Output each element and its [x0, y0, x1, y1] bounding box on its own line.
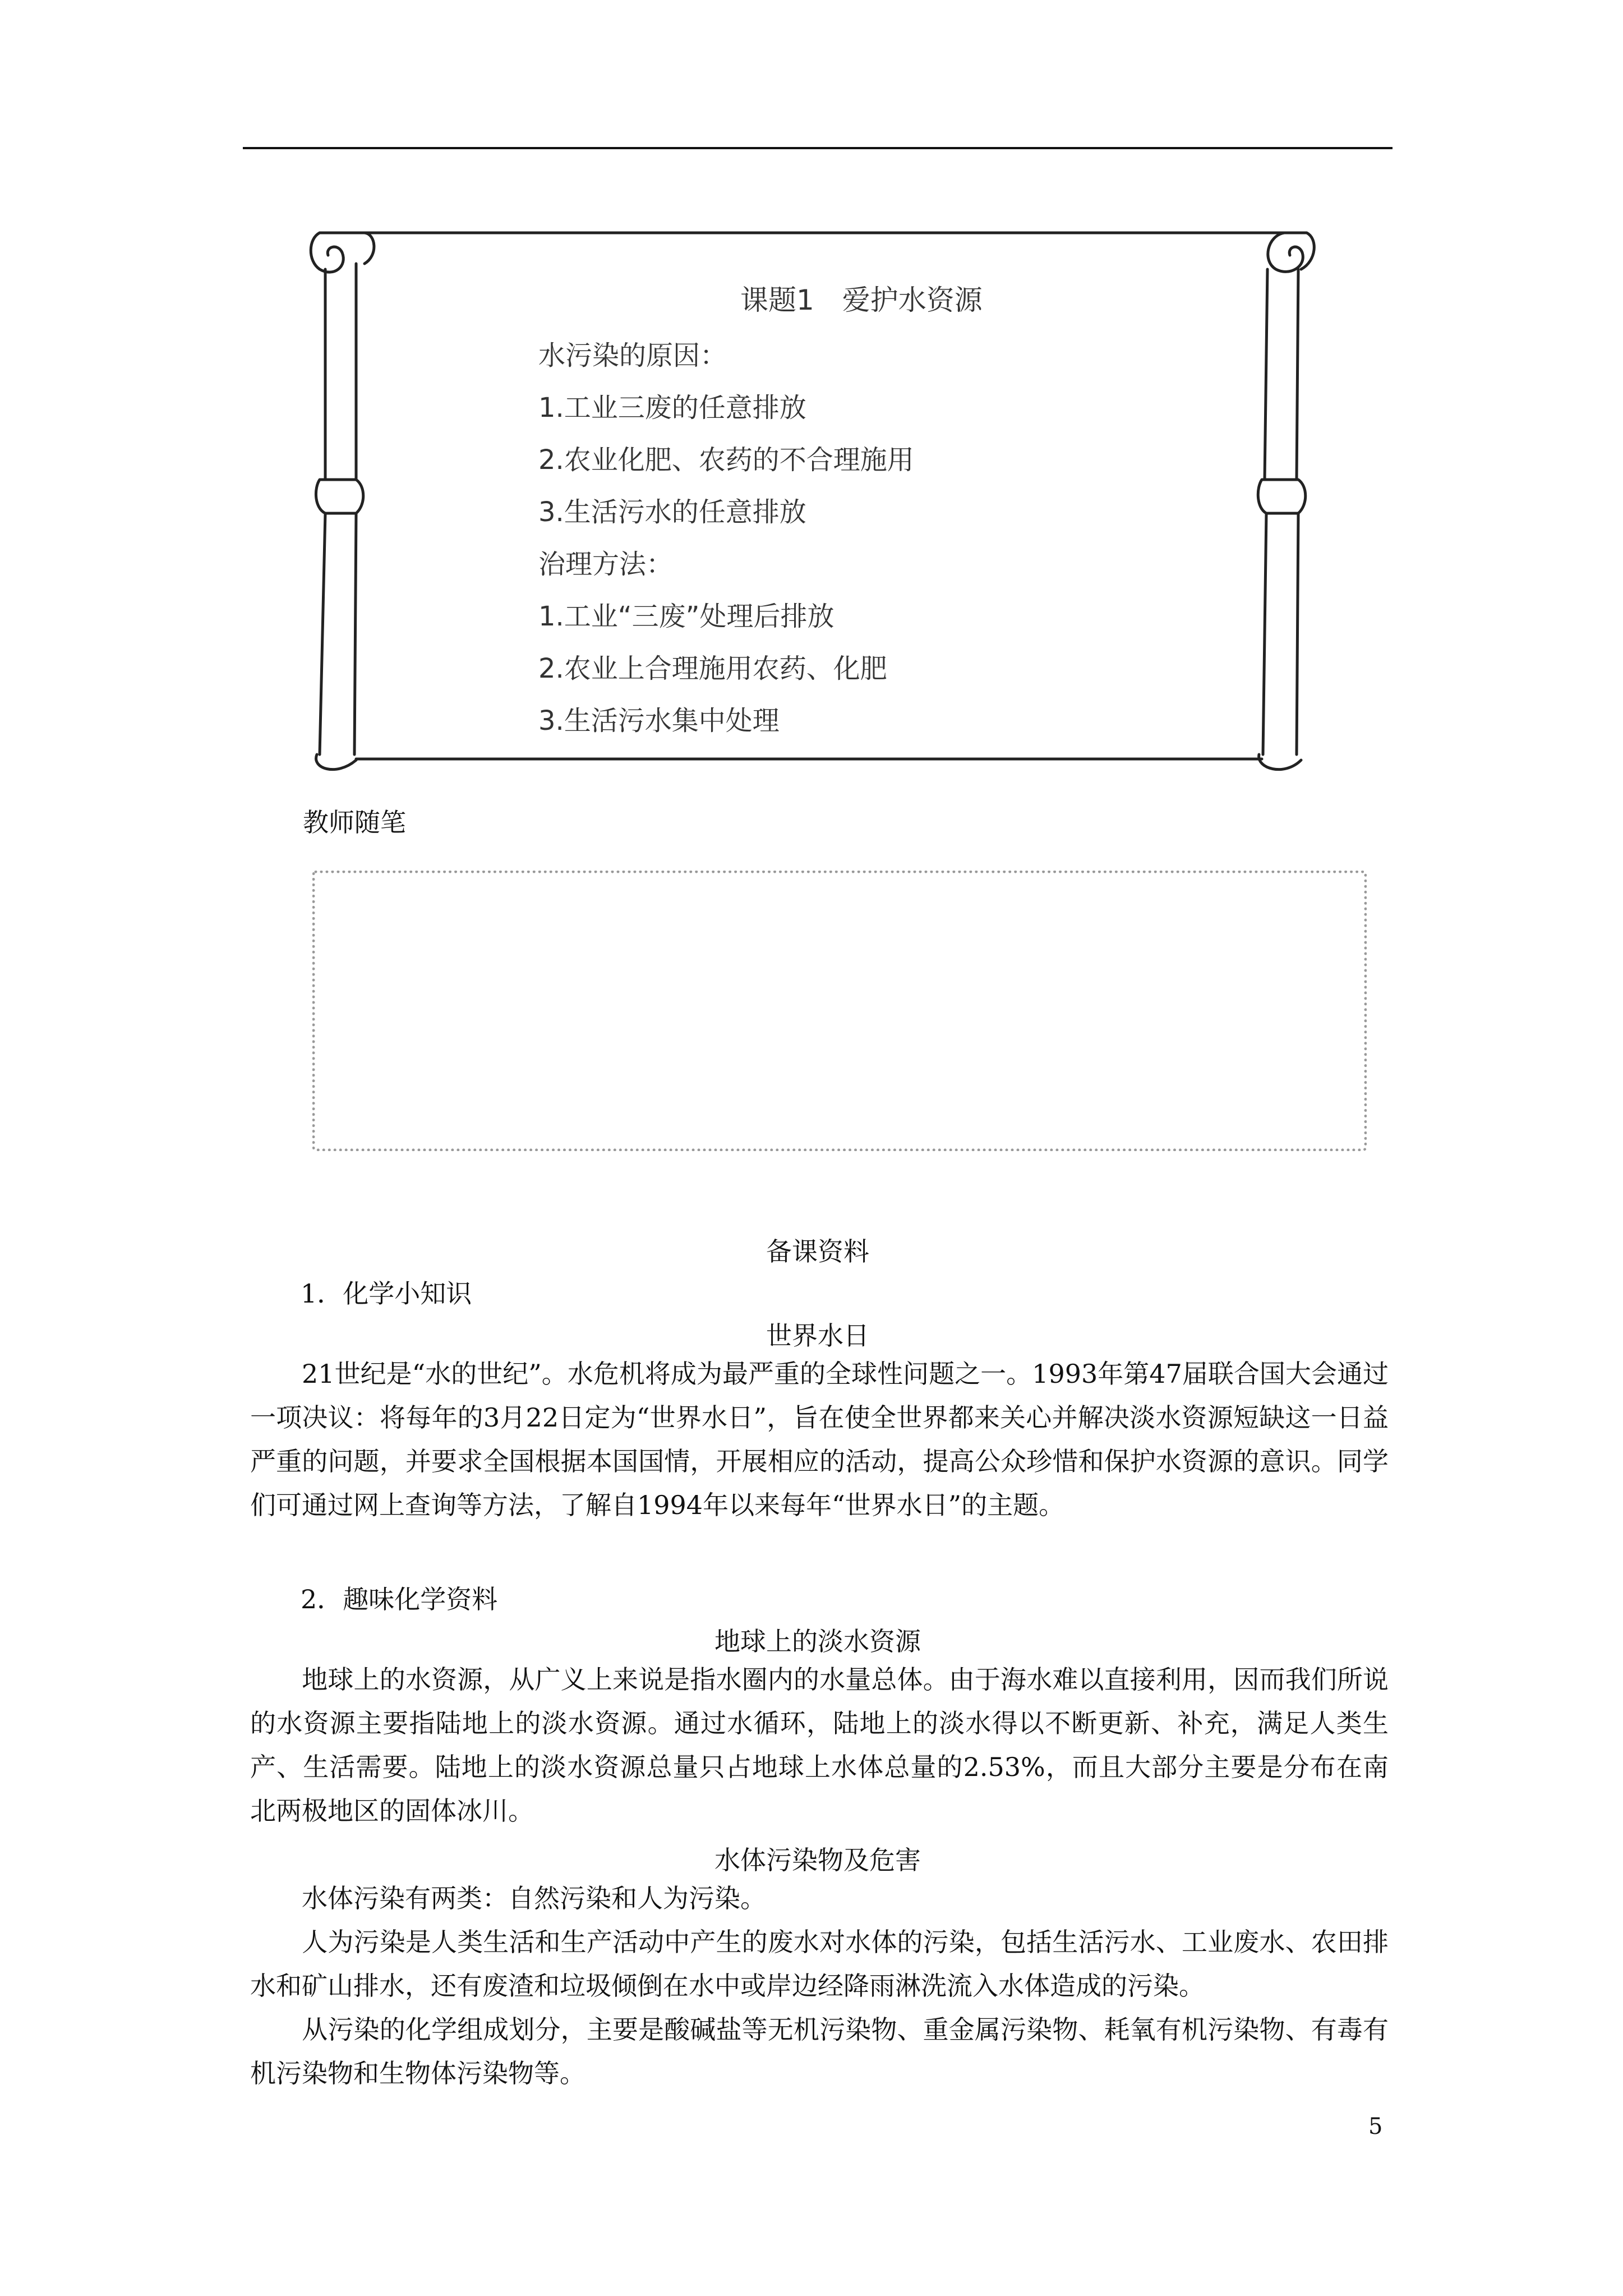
section-title: 备课资料 — [766, 1236, 869, 1267]
notes-label: 教师随笔 — [303, 807, 406, 838]
scroll-line: 2.农业化肥、农药的不合理施用 — [538, 444, 914, 476]
list-item-heading: 1．化学小知识 — [301, 1278, 472, 1309]
scroll-line: 1.工业三废的任意排放 — [538, 392, 806, 424]
list-item-heading: 2．趣味化学资料 — [301, 1584, 498, 1614]
scroll-title: 课题1 爱护水资源 — [740, 284, 983, 316]
paragraph: 水体污染有两类：自然污染和人为污染。 — [250, 1883, 766, 1913]
subsection-heading: 地球上的淡水资源 — [714, 1626, 921, 1657]
subsection-heading: 世界水日 — [766, 1320, 869, 1351]
scroll-line: 水污染的原因： — [538, 340, 727, 371]
paragraph: 从污染的化学组成划分，主要是酸碱盐等无机污染物、重金属污染物、耗氧有机污染物、有毒有机污染物和生物体污染物等。 — [250, 2014, 1389, 2088]
paragraph: 21世纪是“水的世纪”。水危机将成为最严重的全球性问题之一。1993年第47届联合国大会通过一项决议：将每年的3月22日定为“世界水日”，旨在使全世界都来关心并解决淡水资源短缺这一日益严重的问题，并要求全国根据本国国情，开展相应的活动，提高公众珍惜和保护水资源的意识。同学们可通过网上查询等方法，了解自1994年以来每年“世界水日”的主题。 — [250, 1359, 1389, 1520]
paragraph: 地球上的水资源，从广义上来说是指水圈内的水量总体。由于海水难以直接利用，因而我们所说的水资源主要指陆地上的淡水资源。通过水循环，陆地上的淡水得以不断更新、补充，满足人类生产、生活需要。陆地上的淡水资源总量只占地球上水体总量的2.53%，而且大部分主要是分布在南北两极地区的固体冰川。 — [250, 1664, 1389, 1826]
scroll-illustration — [303, 222, 1324, 777]
subsection-heading: 水体污染物及危害 — [714, 1845, 921, 1875]
page-number: 5 — [1368, 2114, 1383, 2139]
paragraph: 人为污染是人类生活和生产活动中产生的废水对水体的污染，包括生活污水、工业废水、农田排水和矿山排水，还有废渣和垃圾倾倒在水中或岸边经降雨淋洗流入水体造成的污染。 — [250, 1927, 1389, 2001]
header-rule — [243, 147, 1393, 149]
scroll-line: 治理方法： — [538, 549, 674, 580]
scroll-line: 3.生活污水集中处理 — [538, 705, 780, 737]
scroll-line: 2.农业上合理施用农药、化肥 — [538, 653, 887, 684]
scroll-line: 3.生活污水的任意排放 — [538, 496, 806, 528]
teacher-notes-box[interactable] — [312, 871, 1367, 1151]
scroll-line: 1.工业“三废”处理后排放 — [538, 601, 834, 632]
